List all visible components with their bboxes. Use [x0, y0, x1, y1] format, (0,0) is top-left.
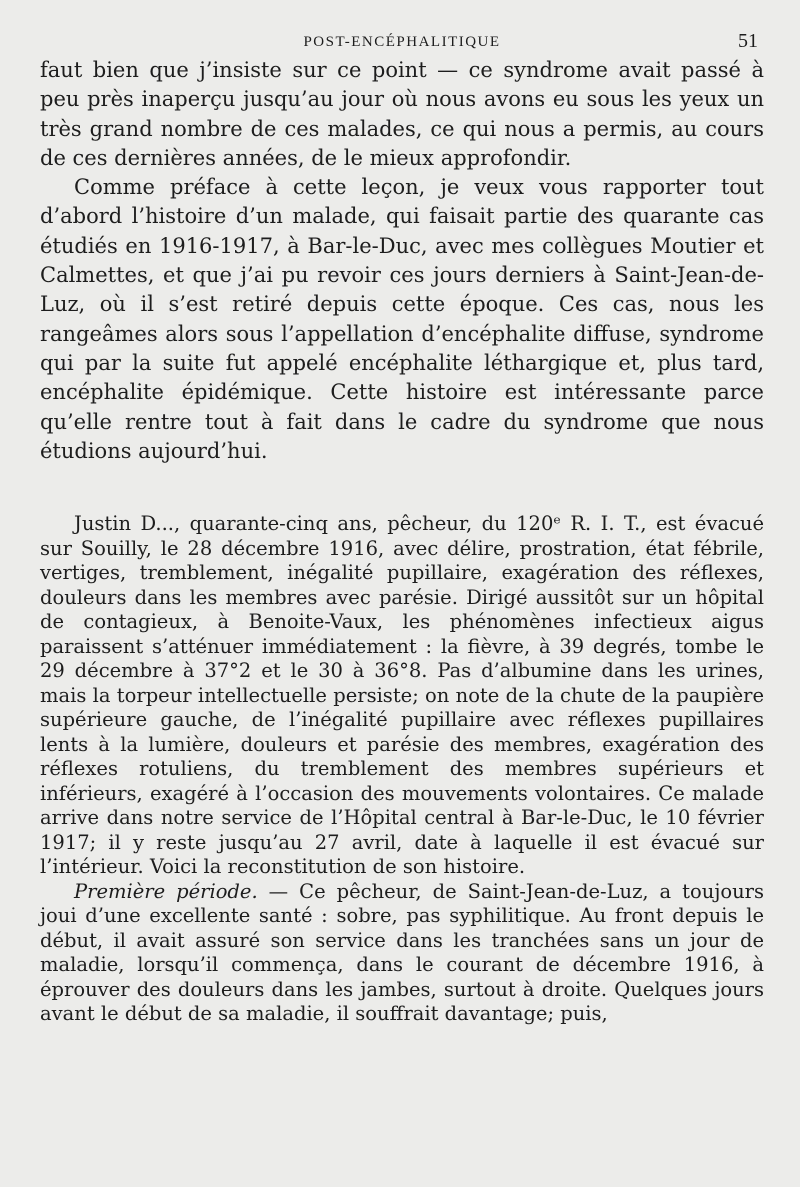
running-title: POST-ENCÉPHALITIQUE	[303, 34, 501, 50]
period-title: Première période.	[74, 879, 258, 903]
main-text	[40, 56, 764, 466]
running-head	[40, 26, 764, 56]
paragraph-continuation: faut bien que j’insiste sur ce point — ce syndrome avait passé à peu près inaperçu jusqu’au jour où nous avons eu sous les yeux un très grand nombre de ces malades, ce qui nous a permis, au cours de ces dernières années, de le mieux approfondir.	[40, 58, 764, 170]
paragraph-preface: Comme préface à cette leçon, je veux vous rapporter tout d’abord l’histoire d’un malade, qui faisait partie des quarante cas étudiés en 1916-1917, à Bar-le-Duc, avec mes collègues Moutier et Calmettes, et que j’ai pu revoir ces jours derniers à Saint-Jean-de-Luz, où il s’est retiré depuis cette époque. Ces cas, nous les rangeâmes alors sous l’appellation d’encéphalite diffuse, syndrome qui par la suite fut appelé encéphalite léthargique et, plus tard, encéphalite épidémique. Cette histoire est intéressante parce qu’elle rentre tout à fait dans le cadre du syndrome que nous étudions aujourd’hui.	[40, 175, 764, 463]
case-report	[40, 512, 764, 1027]
page-number: 51	[738, 30, 758, 52]
first-period-paragraph	[40, 880, 764, 1027]
period-text: — Ce pêcheur, de Saint-Jean-de-Luz, a toujours joui d’une excellente santé : sobre, pas syphilitique. Au front depuis le début, il avait assuré son service dans les tranchées sans un jour de maladie, lorsqu’il commença, dans le courant de décembre 1916, à éprouver des douleurs dans les jambes, surtout à droite. Quelques jours avant le début de sa maladie, il souffrait davantage; puis,	[40, 879, 764, 1026]
case-paragraph: Justin D..., quarante-cinq ans, pêcheur, du 120ᵉ R. I. T., est évacué sur Souilly, le 28 décembre 1916, avec délire, prostration, état fébrile, vertiges, tremblement, inégalité pupillaire, exagération des réflexes, douleurs dans les membres avec parésie. Dirigé aussitôt sur un hôpital de contagieux, à Benoite-Vaux, les phénomènes infectieux aigus paraissent s’atténuer immédiatement : la fièvre, à 39 degrés, tombe le 29 décembre à 37°2 et le 30 à 36°8. Pas d’albumine dans les urines, mais la torpeur intellectuelle persiste; on note de la chute de la paupière supérieure gauche, de l’inégalité pupillaire avec réflexes pupillaires lents à la lumière, douleurs et parésie des membres, exagération des réflexes rotuliens, du tremblement des membres supérieurs et inférieurs, exagéré à l’occasion des mouvements volontaires. Ce malade arrive dans notre service de l’Hôpital central à Bar-le-Duc, le 10 février 1917; il y reste jusqu’au 27 avril, date à laquelle il est évacué sur l’intérieur. Voici la reconstitution de son histoire.	[40, 512, 764, 879]
